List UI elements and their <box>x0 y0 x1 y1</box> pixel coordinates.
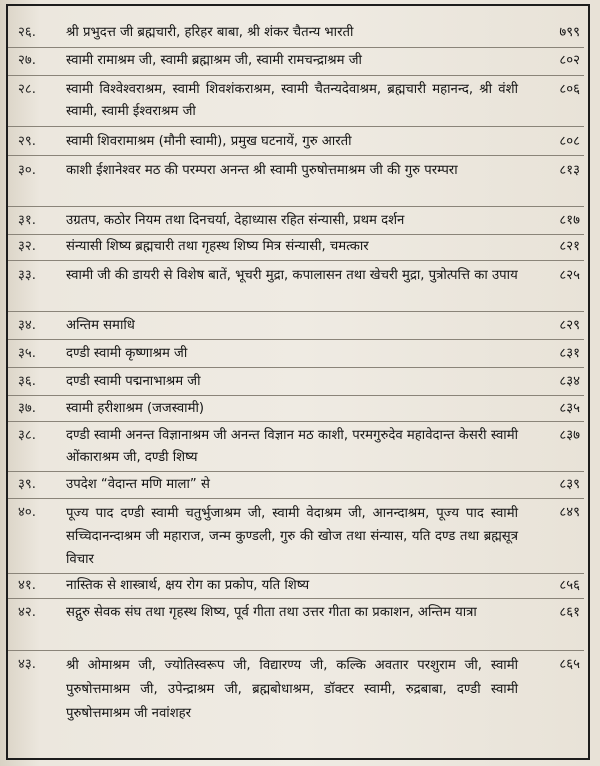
entry-number: ३८. <box>18 428 36 443</box>
entry-title: दण्डी स्वामी पद्मनाभाश्रम जी <box>66 374 201 389</box>
row-divider <box>8 311 584 312</box>
entry-title: दण्डी स्वामी कृष्णाश्रम जी <box>66 346 188 361</box>
row-divider <box>8 75 584 76</box>
row-divider <box>8 339 584 340</box>
entry-number: २६. <box>18 25 36 40</box>
entry-title: स्वामी हरीशाश्रम (जजस्वामी) <box>66 401 205 416</box>
entry-number: ३५. <box>18 346 36 361</box>
entry-number: २८. <box>18 82 36 97</box>
entry-title: स्वामी जी की डायरी से विशेष बातें, भूचरी मुद्रा, कपालासन तथा खेचरी मुद्रा, पुत्रोत्पत्ति का उपाय <box>66 268 518 283</box>
entry-title: अन्तिम समाधि <box>66 318 135 333</box>
entry-title: सद्गुरु सेवक संघ तथा गृहस्थ शिष्य, पूर्व गीता तथा उत्तर गीता का प्रकाशन, अन्तिम यात्रा <box>66 605 477 620</box>
entry-page-number: ८६१ <box>559 605 580 620</box>
entry-page-number: ८३९ <box>559 477 580 492</box>
entry-page-number: ८३१ <box>559 346 580 361</box>
entry-page-number: ८३५ <box>559 401 580 416</box>
entry-page-number: ८५६ <box>559 578 580 593</box>
entry-number: ३३. <box>18 268 36 283</box>
entry-page-number: ८४९ <box>559 505 580 520</box>
row-divider <box>8 126 584 127</box>
entry-title: श्री ओमाश्रम जी, ज्योतिस्वरूप जी, विद्यारण्य जी, कल्कि अवतार परशुराम जी, स्वामी पुरुषोत्तमाश्रम जी, उपेन्द्राश्रम जी, ब्रह्मबोधाश्रम, डॉक्टर स्वामी, रुद्रबाबा, दण्डी स्वामी पुरुषोत्तमाश्रम जी नवांशहर <box>66 658 518 721</box>
entry-number: ३१. <box>18 213 36 228</box>
row-divider <box>8 573 584 574</box>
row-divider <box>8 206 584 207</box>
row-divider <box>8 650 584 651</box>
row-divider <box>8 260 584 261</box>
entry-page-number: ८२९ <box>559 318 580 333</box>
entry-page-number: ८२५ <box>559 268 580 283</box>
entry-page-number: ८१३ <box>559 163 580 178</box>
entry-title: पूज्य पाद दण्डी स्वामी चतुर्भुजाश्रम जी, स्वामी वेदाश्रम जी, आनन्दाश्रम, पूज्य पाद स्वामी सच्चिदानन्दाश्रम जी महाराज, जन्म कुण्डली, गुरु की खोज तथा संन्यास, यति दण्ड तथा ब्रह्मसूत्र विचार <box>66 506 518 567</box>
row-divider <box>8 471 584 472</box>
row-divider <box>8 367 584 368</box>
entry-title: स्वामी विश्वेश्वराश्रम, स्वामी शिवशंकराश्रम, स्वामी चैतन्यदेवाश्रम, ब्रह्मचारी महानन्द, श्री वंशी स्वामी, स्वामी ईश्वराश्रम जी <box>66 82 518 119</box>
entry-page-number: ८०२ <box>559 53 580 68</box>
row-divider <box>8 395 584 396</box>
entry-number: ४१. <box>18 578 36 593</box>
entry-title: नास्तिक से शास्त्रार्थ, क्षय रोग का प्रकोप, यति शिष्य <box>66 578 310 593</box>
entry-title: संन्यासी शिष्य ब्रह्मचारी तथा गृहस्थ शिष्य मित्र संन्यासी, चमत्कार <box>66 239 369 254</box>
entry-page-number: ८६५ <box>559 657 580 672</box>
entry-title: दण्डी स्वामी अनन्त विज्ञानाश्रम जी अनन्त विज्ञान मठ काशी, परमगुरुदेव महावेदान्त केसरी स्वामी ओंकाराश्रम जी, दण्डी शिष्य <box>66 428 518 465</box>
entry-page-number: ८०८ <box>559 134 580 149</box>
entry-page-number: ८१७ <box>559 213 580 228</box>
entry-title: स्वामी शिवरामाश्रम (मौनी स्वामी), प्रमुख घटनायें, गुरु आरती <box>66 134 352 149</box>
entry-page-number: ८०६ <box>559 82 580 97</box>
entry-title: स्वामी रामाश्रम जी, स्वामी ब्रह्माश्रम जी, स्वामी रामचन्द्राश्रम जी <box>66 53 362 68</box>
entry-title: उपदेश “वेदान्त मणि माला” से <box>66 477 210 492</box>
entry-number: ४२. <box>18 605 36 620</box>
entry-title: काशी ईशानेश्वर मठ की परम्परा अनन्त श्री स्वामी पुरुषोत्तमाश्रम जी की गुरु परम्परा <box>66 163 458 178</box>
entry-number: ३७. <box>18 401 36 416</box>
row-divider <box>8 155 584 156</box>
entry-number: ३९. <box>18 477 36 492</box>
entry-number: ३६. <box>18 374 36 389</box>
entry-number: २९. <box>18 134 36 149</box>
entry-number: ४०. <box>18 505 36 520</box>
entry-title: श्री प्रभुदत्त जी ब्रह्मचारी, हरिहर बाबा, श्री शंकर चैतन्य भारती <box>66 25 354 40</box>
entry-page-number: ८३४ <box>559 374 580 389</box>
row-divider <box>8 598 584 599</box>
row-divider <box>8 498 584 499</box>
entry-title: उग्रतप, कठोर नियम तथा दिनचर्या, देहाध्यास रहित संन्यासी, प्रथम दर्शन <box>66 213 405 228</box>
row-divider <box>8 47 584 48</box>
entry-number: ३०. <box>18 163 36 178</box>
entry-number: ४३. <box>18 657 36 672</box>
row-divider <box>8 234 584 235</box>
entry-number: २७. <box>18 53 36 68</box>
entry-page-number: ७९९ <box>559 25 580 40</box>
entry-number: ३४. <box>18 318 36 333</box>
entry-page-number: ८२१ <box>559 239 580 254</box>
row-divider <box>8 421 584 422</box>
entry-number: ३२. <box>18 239 36 254</box>
entry-page-number: ८३७ <box>559 428 580 443</box>
